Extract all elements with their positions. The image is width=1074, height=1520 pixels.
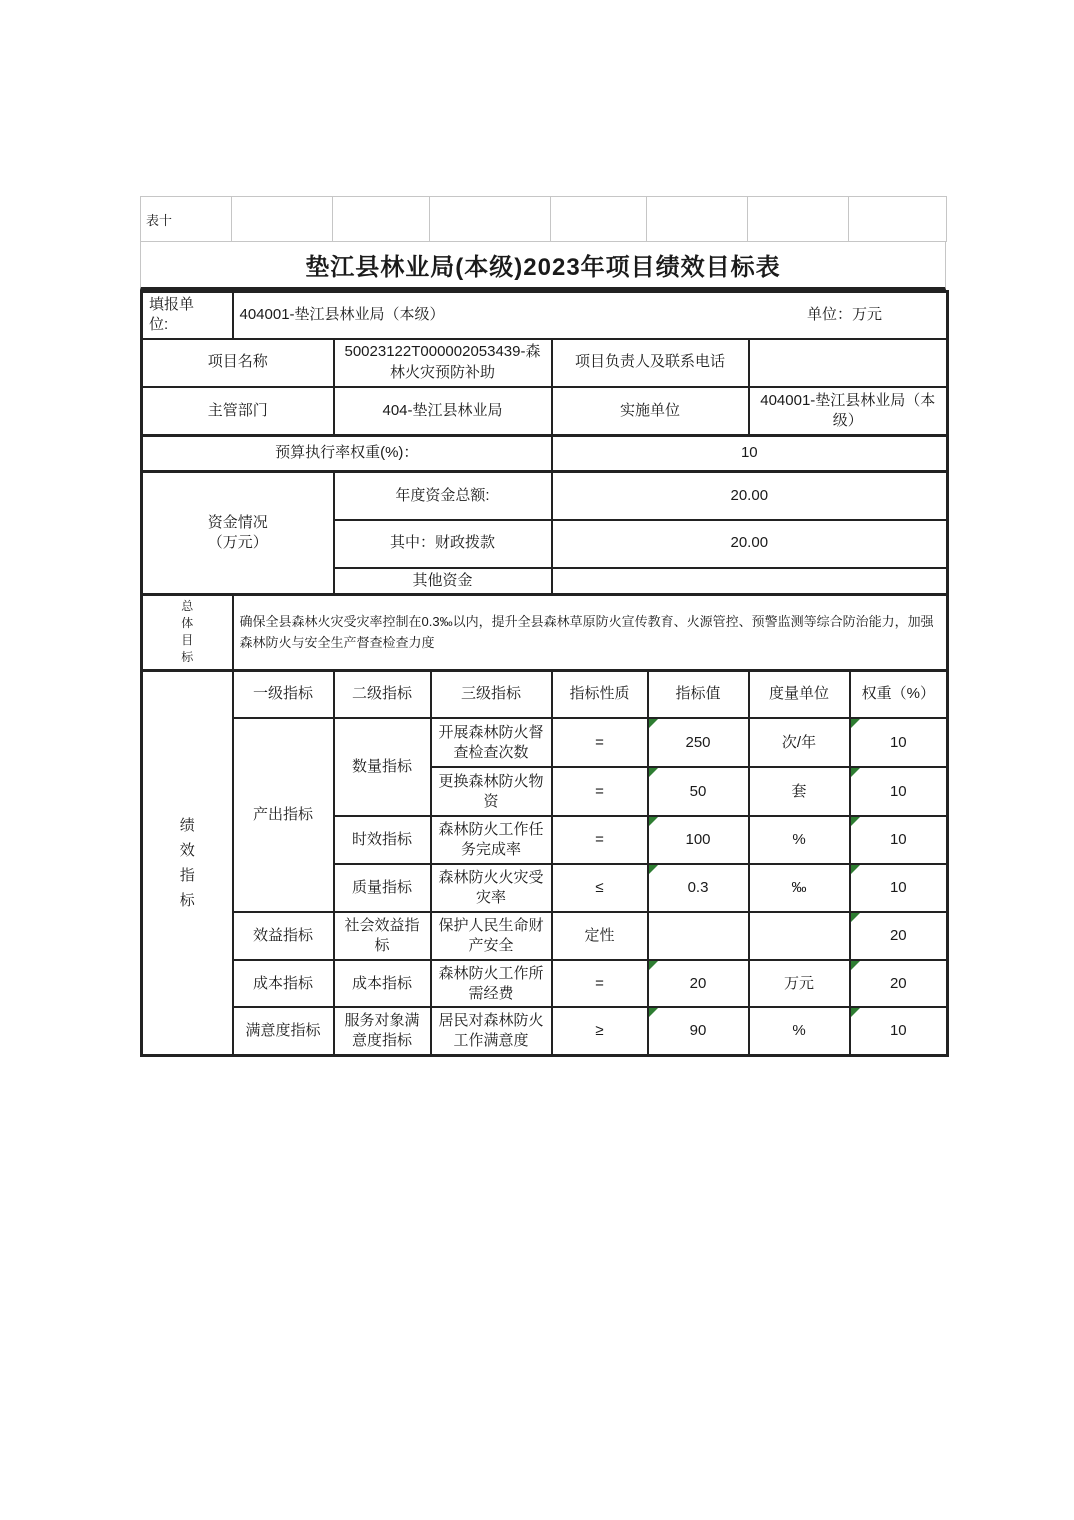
funds-fiscal-label-cell: 其中：财政拨款 (334, 520, 552, 568)
empty-grid-cell (849, 197, 947, 242)
header-weight: 权重（%） (850, 670, 948, 718)
indicator-level3-cell: 更换森林防火物资 (431, 767, 552, 816)
indicator-value-cell: 0.3 (648, 864, 749, 912)
indicator-level2-cell: 数量指标 (334, 718, 431, 816)
indicator-weight-cell: 20 (850, 960, 948, 1007)
header-level3: 三级指标 (431, 670, 552, 718)
indicator-level3-cell: 开展森林防火督查检查次数 (431, 718, 552, 767)
indicator-weight-cell: 10 (850, 767, 948, 816)
indicator-level3-cell: 森林防火火灾受灾率 (431, 864, 552, 912)
title-row (140, 242, 946, 290)
budget-rate-value-cell: 10 (552, 436, 948, 472)
indicator-level2-cell: 质量指标 (334, 864, 431, 912)
project-name-label-cell: 项目名称 (142, 339, 334, 387)
indicator-nature-cell: = (552, 960, 648, 1007)
funds-other-label-cell: 其他资金 (334, 568, 552, 595)
indicator-nature-cell: = (552, 767, 648, 816)
reporting-unit-value: 404001-垫江县林业局（本级） (239, 306, 445, 324)
indicator-value-cell: 50 (648, 767, 749, 816)
indicators-side-label-cell (142, 670, 233, 1055)
funds-total-label-cell: 年度资金总额: (334, 472, 552, 520)
indicator-level1-cell: 产出指标 (233, 718, 334, 912)
indicator-unit-cell: ‰ (749, 864, 850, 912)
project-leader-label-cell: 项目负责人及联系电话 (552, 339, 749, 387)
indicator-level2-cell: 服务对象满意度指标 (334, 1007, 431, 1055)
dept-value-cell: 404-垫江县林业局 (334, 387, 552, 436)
indicator-weight-cell: 10 (850, 1007, 948, 1055)
overall-goal-side-label: 总体目标 (181, 599, 194, 665)
indicator-nature-cell: = (552, 718, 648, 767)
indicator-level3-cell: 森林防火工作所需经费 (431, 960, 552, 1007)
top-grid-row (140, 196, 947, 242)
header-value: 指标值 (648, 670, 749, 718)
indicator-weight-cell: 10 (850, 718, 948, 767)
sheet-area (140, 196, 946, 1057)
indicator-weight-cell: 10 (850, 864, 948, 912)
header-nature: 指标性质 (552, 670, 648, 718)
reporting-unit-label-cell (142, 292, 233, 339)
empty-grid-cell (430, 197, 551, 242)
empty-grid-cell (551, 197, 647, 242)
indicator-weight-cell: 20 (850, 912, 948, 960)
impl-unit-value-cell: 404001-垫江县林业局（本级） (749, 387, 948, 436)
indicator-nature-cell: ≤ (552, 864, 648, 912)
project-name-value-cell: 50023122T000002053439-森林火灾预防补助 (334, 339, 552, 387)
funds-total-value-cell: 20.00 (552, 472, 948, 520)
unit-note: 单位：万元 (807, 306, 883, 324)
overall-goal-text-cell (233, 594, 948, 670)
empty-grid-cell (748, 197, 849, 242)
funds-other-value-cell (552, 568, 948, 595)
indicator-value-cell: 250 (648, 718, 749, 767)
indicator-level3-cell: 居民对森林防火工作满意度 (431, 1007, 552, 1055)
budget-rate-label-cell: 预算执行率权重(%)： (142, 436, 552, 472)
indicator-unit-cell: 万元 (749, 960, 850, 1007)
indicator-value-cell (648, 912, 749, 960)
indicator-unit-cell: 次/年 (749, 718, 850, 767)
project-leader-value-cell (749, 339, 948, 387)
indicator-level2-cell: 社会效益指标 (334, 912, 431, 960)
overall-goal-side-label-cell (142, 594, 233, 670)
indicator-level2-cell: 时效指标 (334, 816, 431, 864)
indicator-level2-cell: 成本指标 (334, 960, 431, 1007)
empty-grid-cell (647, 197, 748, 242)
indicator-nature-cell: 定性 (552, 912, 648, 960)
header-level2: 二级指标 (334, 670, 431, 718)
indicator-level1-cell: 成本指标 (233, 960, 334, 1007)
funds-section-label-line2: （万元） (207, 533, 268, 551)
empty-grid-cell (232, 197, 333, 242)
reporting-unit-value-cell (233, 292, 948, 339)
funds-fiscal-value-cell: 20.00 (552, 520, 948, 568)
funds-section-label-line1: 资金情况 (207, 513, 268, 531)
indicator-unit-cell: % (749, 1007, 850, 1055)
indicator-nature-cell: = (552, 816, 648, 864)
indicator-weight-cell: 10 (850, 816, 948, 864)
performance-target-table (140, 290, 949, 1057)
reporting-unit-label: 填报单位: (149, 296, 195, 334)
overall-goal-text: 确保全县森林火灾受灾率控制在0.3‰以内，提升全县森林草原防火宣传教育、火源管控、预警监测等综合防治能力，加强森林防火与安全生产督查检查力度 (239, 614, 934, 651)
indicator-level3-cell: 森林防火工作任务完成率 (431, 816, 552, 864)
funds-section-label-cell (142, 472, 334, 595)
indicator-unit-cell: 套 (749, 767, 850, 816)
impl-unit-label-cell: 实施单位 (552, 387, 749, 436)
indicator-unit-cell (749, 912, 850, 960)
header-level1: 一级指标 (233, 670, 334, 718)
indicator-value-cell: 20 (648, 960, 749, 1007)
indicators-side-label: 绩效指标 (179, 816, 195, 909)
indicator-level3-cell: 保护人民生命财产安全 (431, 912, 552, 960)
empty-grid-cell (333, 197, 430, 242)
indicator-level1-cell: 效益指标 (233, 912, 334, 960)
indicator-unit-cell: % (749, 816, 850, 864)
indicator-nature-cell: ≥ (552, 1007, 648, 1055)
page-title: 垫江县林业局(本级)2023年项目绩效目标表 (305, 254, 781, 281)
indicator-level1-cell: 满意度指标 (233, 1007, 334, 1055)
sheet-label-cell: 表十 (141, 197, 232, 242)
indicator-value-cell: 90 (648, 1007, 749, 1055)
dept-label-cell: 主管部门 (142, 387, 334, 436)
header-unit: 度量单位 (749, 670, 850, 718)
indicator-value-cell: 100 (648, 816, 749, 864)
